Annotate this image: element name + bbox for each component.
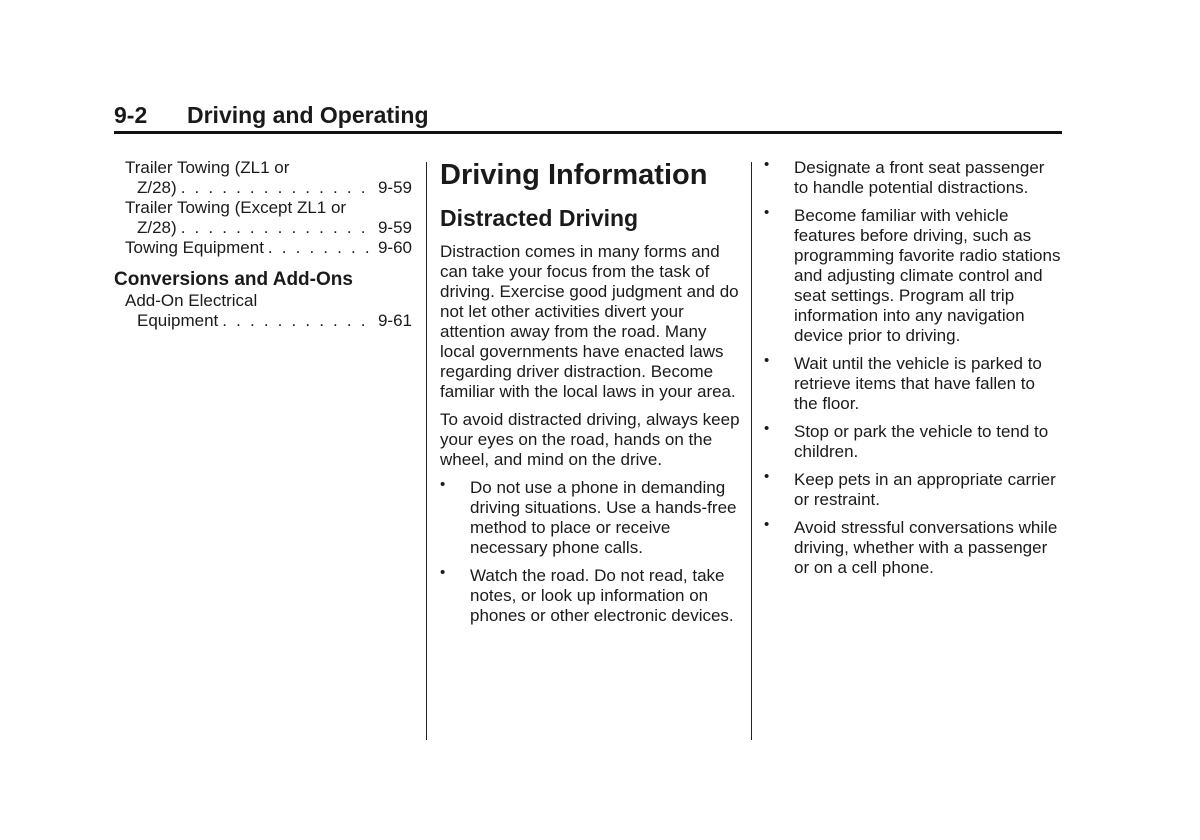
index-entry <box>114 198 412 238</box>
bullet-list <box>764 158 1062 578</box>
index-page-ref: 9-61 <box>377 311 412 330</box>
list-item <box>764 354 1062 414</box>
bullet-icon: • <box>440 476 446 493</box>
index-leader-dots <box>222 311 374 331</box>
index-page-ref: 9-60 <box>377 238 412 257</box>
list-item <box>764 422 1062 462</box>
bullet-icon: • <box>764 156 770 173</box>
column-divider <box>751 162 752 740</box>
index-entry-text: Add-On Electrical <box>125 291 258 310</box>
list-item-text: Designate a front seat passenger to handle potential distractions. <box>794 158 1045 197</box>
list-item-text: Stop or park the vehicle to tend to children. <box>794 422 1049 461</box>
list-item <box>764 470 1062 510</box>
bullet-icon: • <box>764 468 770 485</box>
bullet-icon: • <box>440 564 446 581</box>
list-item-text: Avoid stressful conversations while driving, whether with a passenger or on a cell phone. <box>794 518 1058 577</box>
list-item-text: Wait until the vehicle is parked to retrieve items that have fallen to the floor. <box>794 354 1042 413</box>
body-paragraph: To avoid distracted driving, always keep your eyes on the road, hands on the wheel, and mind on the drive. <box>440 410 740 469</box>
bullet-icon: • <box>764 352 770 369</box>
section-heading: Distracted Driving <box>440 205 639 231</box>
page-header <box>114 101 1062 134</box>
list-item <box>764 158 1062 198</box>
index-entry <box>114 238 412 258</box>
index-entry-text: Towing Equipment <box>125 238 264 257</box>
index-leader-dots <box>268 238 374 258</box>
list-item-text: Watch the road. Do not read, take notes, or look up information on phones or other electronic devices. <box>470 566 734 625</box>
body-paragraph: Distraction comes in many forms and can take your focus from the task of driving. Exercise good judgment and do not let other activities divert your attention away from the road. Many local governments have enacted laws regarding driver distraction. Become familiar with the local laws in your area. <box>440 242 739 401</box>
right-column <box>764 158 1062 586</box>
section-title: Driving and Operating <box>187 102 429 128</box>
index-entry-text: Equipment <box>137 311 219 330</box>
list-item-text: Become familiar with vehicle features before driving, such as programming favorite radio stations and adjusting climate control and seat settings. Program all trip information into any navigation device prior to driving. <box>794 206 1061 345</box>
index-leader-dots <box>181 218 374 238</box>
list-item <box>764 518 1062 578</box>
index-heading: Conversions and Add-Ons <box>114 269 353 290</box>
index-entry-text: Z/28) <box>137 178 177 197</box>
index-entry-text: Trailer Towing (ZL1 or <box>125 158 290 177</box>
chapter-title: Driving Information <box>440 159 708 191</box>
page-number: 9-2 <box>114 102 148 128</box>
index-page-ref: 9-59 <box>377 218 412 237</box>
index-column <box>114 158 412 331</box>
bullet-list <box>440 478 740 626</box>
column-divider <box>426 162 427 740</box>
bullet-icon: • <box>764 516 770 533</box>
list-item <box>440 566 740 626</box>
list-item-text: Keep pets in an appropriate carrier or restraint. <box>794 470 1056 509</box>
bullet-icon: • <box>764 204 770 221</box>
index-entry <box>114 158 412 198</box>
index-page-ref: 9-59 <box>377 178 412 197</box>
index-leader-dots <box>181 178 374 198</box>
index-entry-text: Z/28) <box>137 218 177 237</box>
list-item <box>440 478 740 558</box>
index-entry <box>114 291 412 331</box>
list-item-text: Do not use a phone in demanding driving situations. Use a hands-free method to place or receive necessary phone calls. <box>470 478 737 557</box>
list-item <box>764 206 1062 346</box>
bullet-icon: • <box>764 420 770 437</box>
main-column <box>440 158 740 634</box>
index-entry-text: Trailer Towing (Except ZL1 or <box>125 198 347 217</box>
